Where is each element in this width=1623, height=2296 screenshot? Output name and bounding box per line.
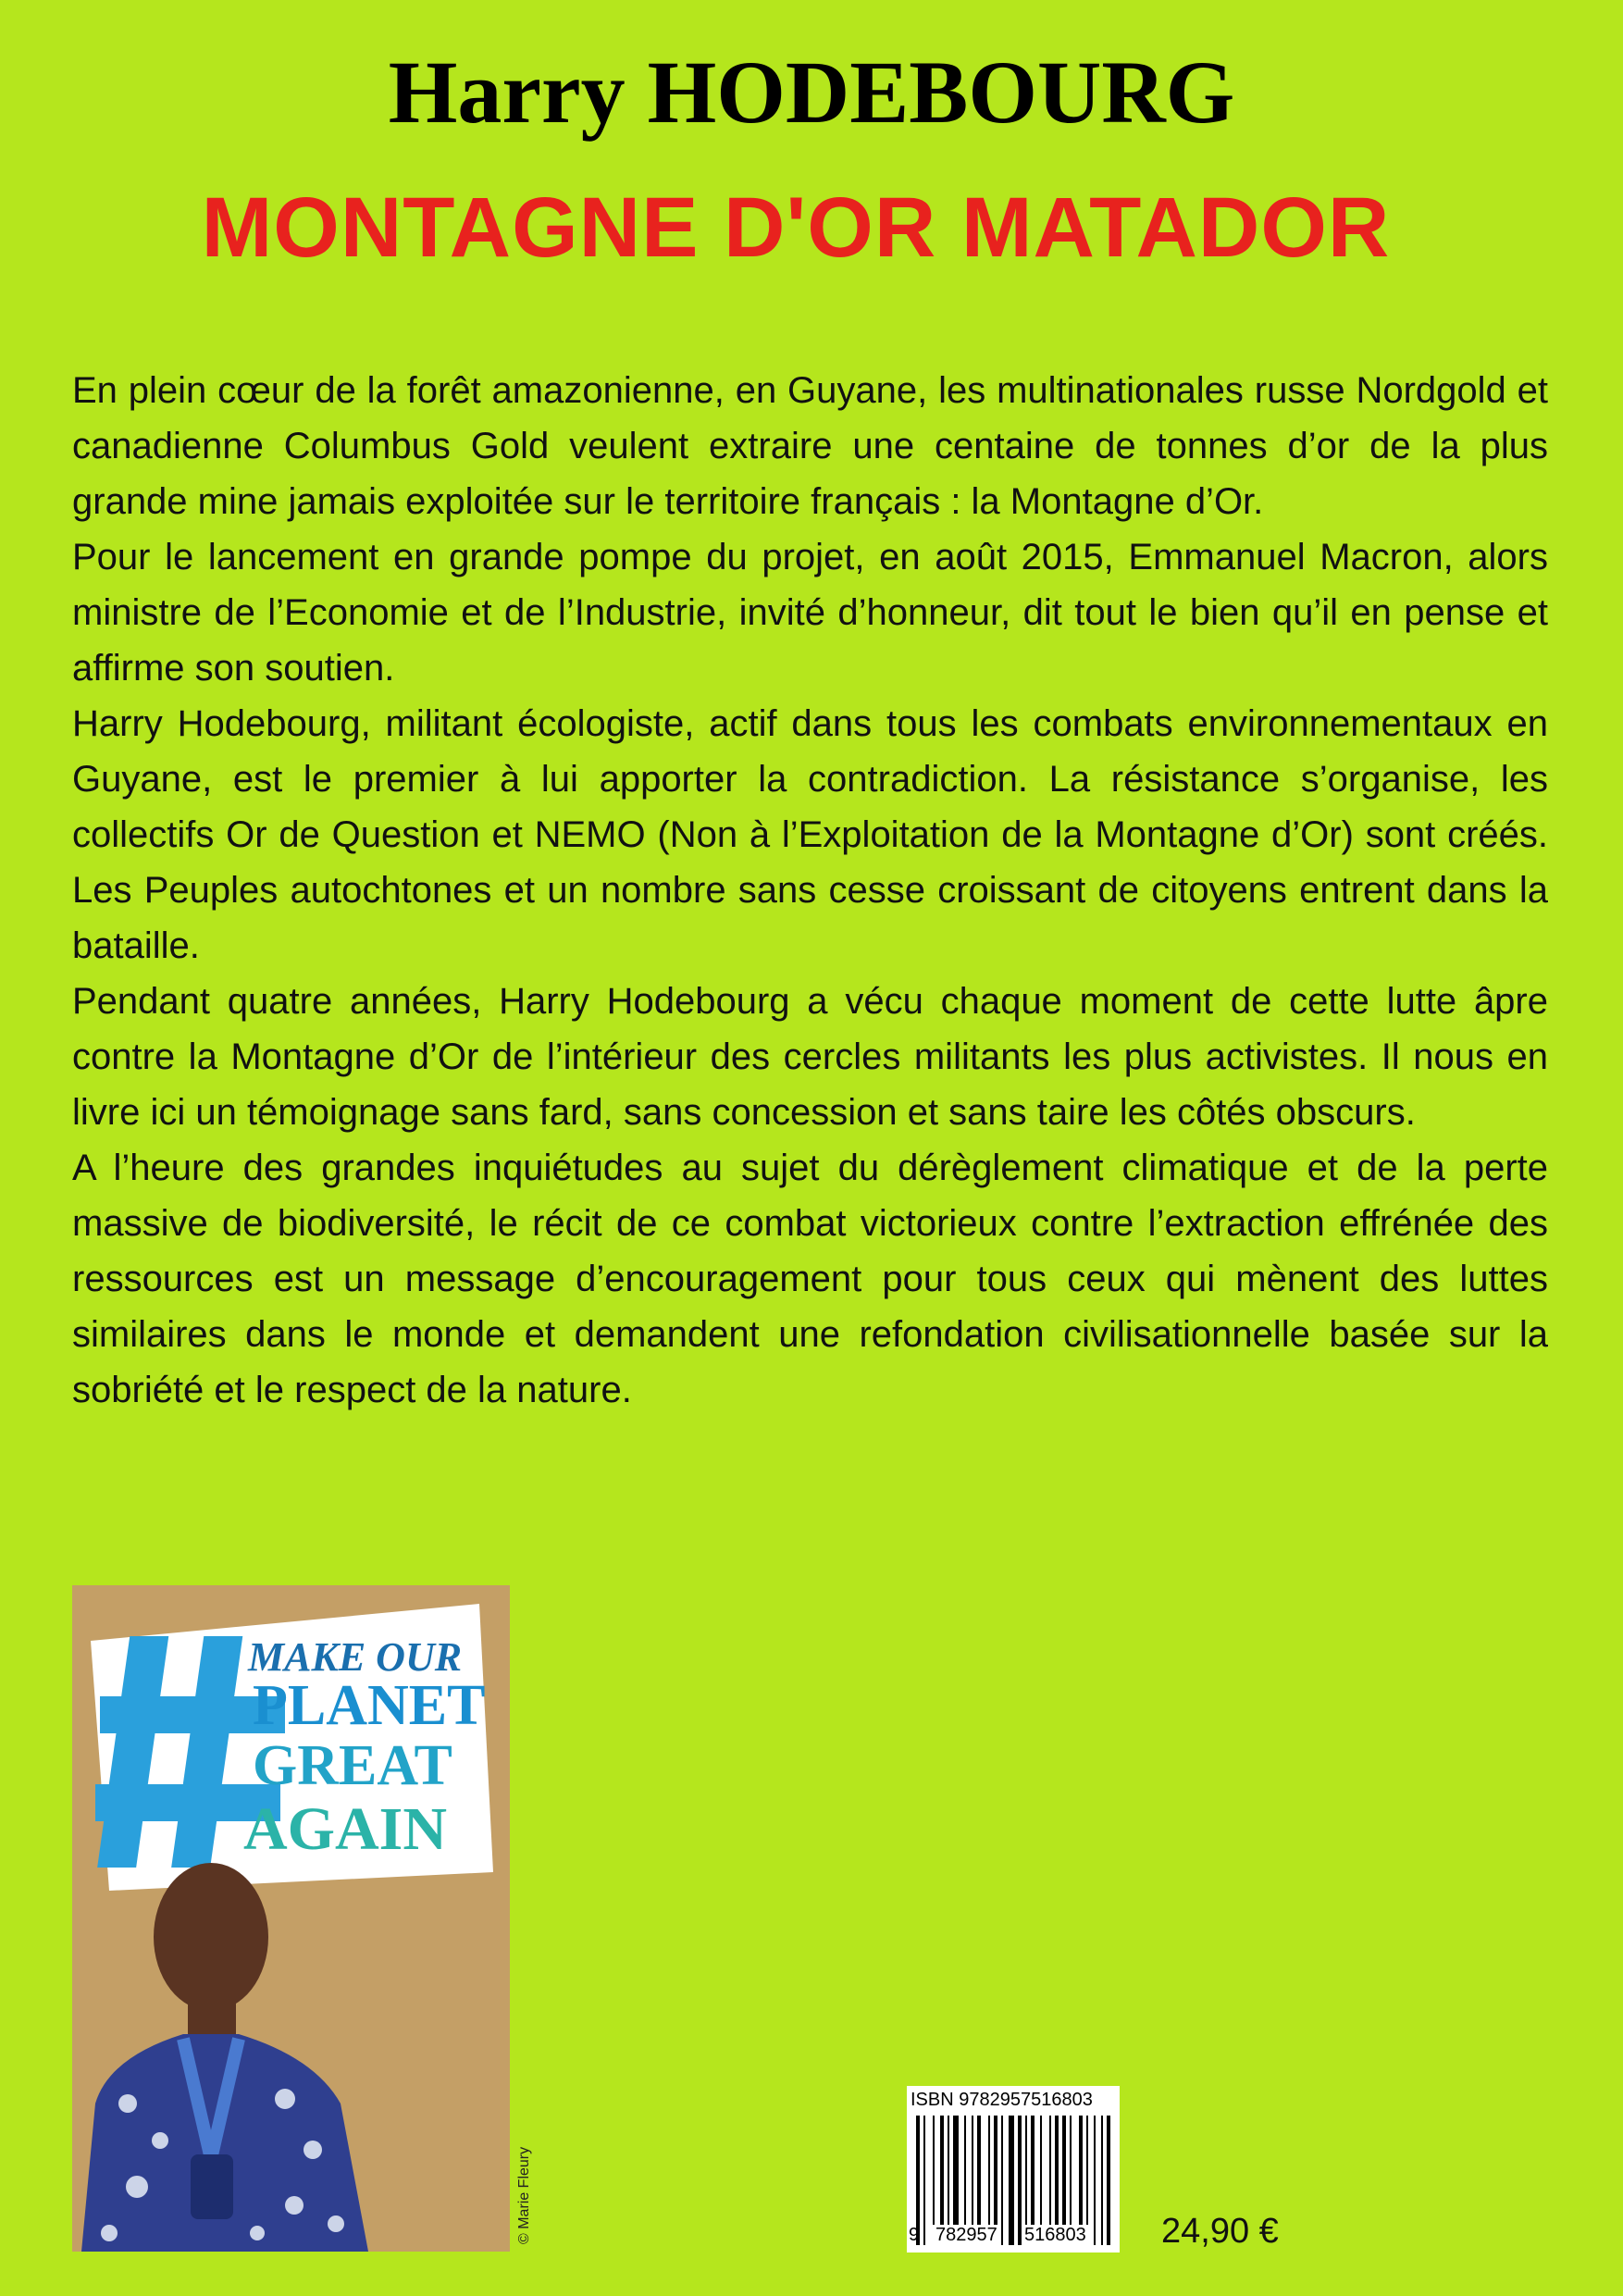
isbn-label: ISBN 9782957516803 bbox=[911, 2090, 1093, 2110]
author-photo bbox=[72, 1585, 510, 2252]
blurb-paragraph: En plein cœur de la forêt amazonienne, en Guyane, les multinationales russe Nordgold et canadienne Columbus Gold veulent extraire une centaine de tonnes d’or de la plus grande mine jamais exploitée sur le territoire français : la Montagne d’Or. bbox=[72, 370, 1548, 522]
ean-digit-first: 9 bbox=[909, 2225, 920, 2245]
sign-line: PLANET bbox=[253, 1674, 486, 1737]
barcode-bar bbox=[1009, 2116, 1014, 2245]
sign-line: GREAT bbox=[253, 1734, 452, 1797]
author-name: Harry HODEBOURG bbox=[388, 43, 1235, 142]
sign-line: MAKE OUR bbox=[248, 1634, 463, 1680]
barcode-bar bbox=[1094, 2116, 1096, 2245]
blurb-paragraph: A l’heure des grandes inquiétudes au sujet du dérèglement climatique et de la perte massive de biodiversité, le récit de ce combat victorieux contre l’extraction effrénée des ressources est un message d’encouragement pour tous ceux qui mènent des luttes similaires dans le monde et demandent une refondation civilisationnelle basée sur la sobriété et le respect de la nature. bbox=[72, 1148, 1548, 1410]
barcode-bar bbox=[1107, 2116, 1110, 2245]
barcode-bar bbox=[1001, 2116, 1003, 2245]
back-cover-blurb bbox=[72, 363, 1548, 1418]
blurb-paragraph: Pendant quatre années, Harry Hodebourg a vécu chaque moment de cette lutte âpre contre la Montagne d’Or de l’intérieur des cercles militants les plus activistes. Il nous en livre ici un témoignage sans fard, sans concession et sans taire les côtés obscurs. bbox=[72, 981, 1548, 1133]
barcode-bar bbox=[1101, 2116, 1103, 2245]
ean-digits-right: 516803 bbox=[1022, 2225, 1089, 2246]
price-label: 24,90 € bbox=[1161, 2212, 1279, 2251]
sign-line: AGAIN bbox=[243, 1795, 448, 1863]
ean-digits-left: 782957 bbox=[933, 2225, 1000, 2246]
isbn-barcode-box bbox=[907, 2086, 1120, 2253]
blurb-paragraph: Harry Hodebourg, militant écologiste, actif dans tous les combats environnementaux en Guyane, est le premier à lui apporter la contradiction. La résistance s’organise, les collectifs Or de Question et NEMO (Non à l’Exploitation de la Montagne d’Or) sont créés. Les Peuples autochtones et un nombre sans cesse croissant de citoyens entrent dans la bataille. bbox=[72, 703, 1548, 966]
book-title: MONTAGNE D'OR MATADOR bbox=[201, 180, 1391, 275]
photo-credit: © Marie Fleury bbox=[516, 2146, 532, 2244]
barcode-bar bbox=[923, 2116, 925, 2245]
blurb-paragraph: Pour le lancement en grande pompe du projet, en août 2015, Emmanuel Macron, alors ministre de l’Economie et de l’Industrie, invité d’honneur, dit tout le bien qu’il en pense et affirme son soutien. bbox=[72, 537, 1548, 689]
